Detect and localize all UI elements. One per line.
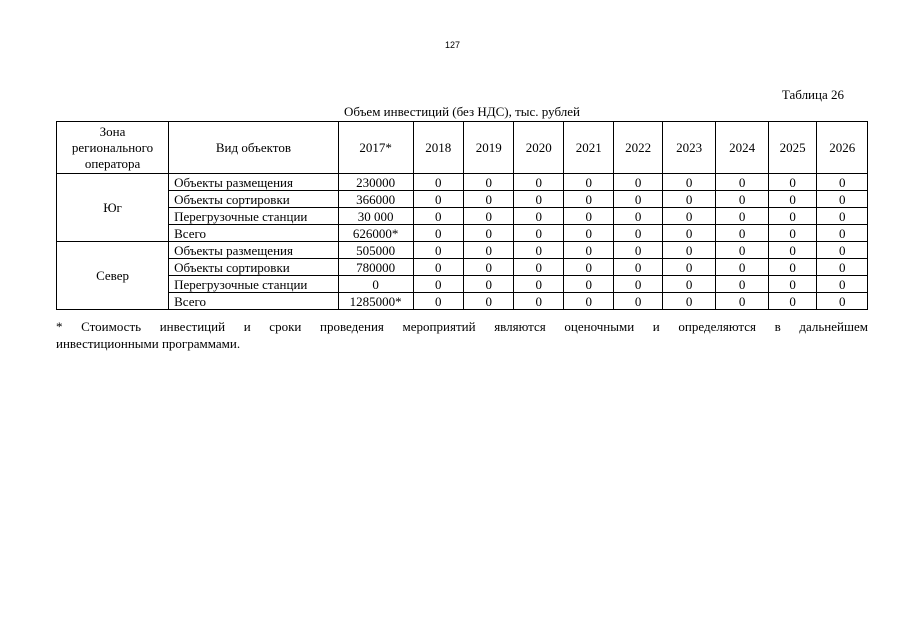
value-cell: 0 [662, 259, 716, 276]
value-cell: 0 [514, 242, 563, 259]
table-row [57, 242, 868, 259]
value-cell: 0 [514, 276, 563, 293]
table-row [57, 259, 868, 276]
value-cell: 366000 [338, 191, 413, 208]
value-cell: 0 [614, 191, 662, 208]
value-cell: 0 [463, 276, 513, 293]
value-cell: 780000 [338, 259, 413, 276]
value-cell: 0 [563, 242, 613, 259]
header-year: 2022 [614, 122, 662, 174]
value-cell: 0 [413, 276, 463, 293]
header-year: 2018 [413, 122, 463, 174]
table-row [57, 174, 868, 191]
table-body [57, 174, 868, 310]
value-cell: 0 [716, 208, 769, 225]
value-cell: 0 [768, 208, 816, 225]
value-cell: 0 [413, 259, 463, 276]
object-kind-cell: Объекты сортировки [169, 191, 339, 208]
object-kind-cell: Объекты размещения [169, 242, 339, 259]
value-cell: 0 [338, 276, 413, 293]
table-label: Таблица 26 [781, 87, 844, 102]
value-cell: 0 [768, 191, 816, 208]
value-cell: 0 [817, 259, 868, 276]
value-cell: 0 [817, 208, 868, 225]
value-cell: 0 [662, 293, 716, 310]
header-year: 2026 [817, 122, 868, 174]
value-cell: 0 [463, 293, 513, 310]
header-year: 2021 [563, 122, 613, 174]
value-cell: 30 000 [338, 208, 413, 225]
table-title: Объем инвестиций (без НДС), тыс. рублей [344, 104, 580, 119]
header-year: 2025 [768, 122, 816, 174]
value-cell: 0 [413, 225, 463, 242]
value-cell: 0 [817, 242, 868, 259]
value-cell: 505000 [338, 242, 413, 259]
value-cell: 0 [563, 293, 613, 310]
table-row [57, 191, 868, 208]
value-cell: 0 [817, 191, 868, 208]
value-cell: 0 [413, 191, 463, 208]
value-cell: 0 [463, 259, 513, 276]
value-cell: 0 [716, 242, 769, 259]
header-zone: Зона регионального оператора [57, 122, 169, 174]
footnote-line-2: инвестиционными программами. [56, 336, 241, 351]
value-cell: 0 [716, 293, 769, 310]
value-cell: 0 [716, 225, 769, 242]
value-cell: 230000 [338, 174, 413, 191]
value-cell: 0 [463, 191, 513, 208]
value-cell: 0 [463, 174, 513, 191]
value-cell: 0 [514, 191, 563, 208]
value-cell: 0 [768, 259, 816, 276]
value-cell: 0 [563, 208, 613, 225]
header-year: 2020 [514, 122, 563, 174]
table-row [57, 276, 868, 293]
value-cell: 0 [563, 191, 613, 208]
value-cell: 0 [413, 293, 463, 310]
value-cell: 0 [614, 276, 662, 293]
table-row [57, 293, 868, 310]
zone-cell: Север [57, 242, 169, 310]
value-cell: 0 [768, 242, 816, 259]
value-cell: 0 [614, 208, 662, 225]
value-cell: 0 [817, 174, 868, 191]
value-cell: 0 [716, 174, 769, 191]
value-cell: 0 [662, 191, 716, 208]
value-cell: 0 [563, 259, 613, 276]
value-cell: 0 [662, 242, 716, 259]
value-cell: 0 [413, 174, 463, 191]
value-cell: 0 [817, 276, 868, 293]
value-cell: 0 [563, 276, 613, 293]
value-cell: 0 [563, 174, 613, 191]
value-cell: 0 [614, 259, 662, 276]
value-cell: 0 [463, 208, 513, 225]
header-row [57, 122, 868, 174]
value-cell: 0 [614, 225, 662, 242]
object-kind-cell: Всего [169, 293, 339, 310]
table-row [57, 225, 868, 242]
value-cell: 0 [716, 276, 769, 293]
value-cell: 0 [768, 293, 816, 310]
header-year: 2024 [716, 122, 769, 174]
header-year: 2023 [662, 122, 716, 174]
value-cell: 0 [662, 225, 716, 242]
header-kind: Вид объектов [169, 122, 339, 174]
value-cell: 0 [768, 225, 816, 242]
value-cell: 0 [614, 293, 662, 310]
value-cell: 0 [514, 225, 563, 242]
value-cell: 0 [614, 242, 662, 259]
value-cell: 626000* [338, 225, 413, 242]
value-cell: 0 [563, 225, 613, 242]
value-cell: 0 [413, 208, 463, 225]
zone-cell: Юг [57, 174, 169, 242]
value-cell: 0 [716, 259, 769, 276]
object-kind-cell: Перегрузочные станции [169, 276, 339, 293]
footnote [56, 318, 868, 352]
page-number: 127 [444, 40, 461, 50]
value-cell: 0 [463, 242, 513, 259]
object-kind-cell: Перегрузочные станции [169, 208, 339, 225]
value-cell: 0 [662, 276, 716, 293]
value-cell: 0 [514, 174, 563, 191]
object-kind-cell: Объекты размещения [169, 174, 339, 191]
value-cell: 0 [768, 174, 816, 191]
header-year: 2019 [463, 122, 513, 174]
value-cell: 0 [614, 174, 662, 191]
value-cell: 0 [662, 208, 716, 225]
value-cell: 0 [768, 276, 816, 293]
value-cell: 0 [817, 293, 868, 310]
value-cell: 0 [716, 191, 769, 208]
value-cell: 1285000* [338, 293, 413, 310]
value-cell: 0 [662, 174, 716, 191]
value-cell: 0 [463, 225, 513, 242]
header-year: 2017* [338, 122, 413, 174]
value-cell: 0 [514, 293, 563, 310]
footnote-line-1: * Стоимость инвестиций и сроки проведения мероприятий являются оценочными и определяются в дальнейшем [56, 319, 868, 334]
investment-table [56, 121, 868, 310]
value-cell: 0 [817, 225, 868, 242]
object-kind-cell: Объекты сортировки [169, 259, 339, 276]
value-cell: 0 [514, 259, 563, 276]
table-row [57, 208, 868, 225]
value-cell: 0 [413, 242, 463, 259]
object-kind-cell: Всего [169, 225, 339, 242]
value-cell: 0 [514, 208, 563, 225]
